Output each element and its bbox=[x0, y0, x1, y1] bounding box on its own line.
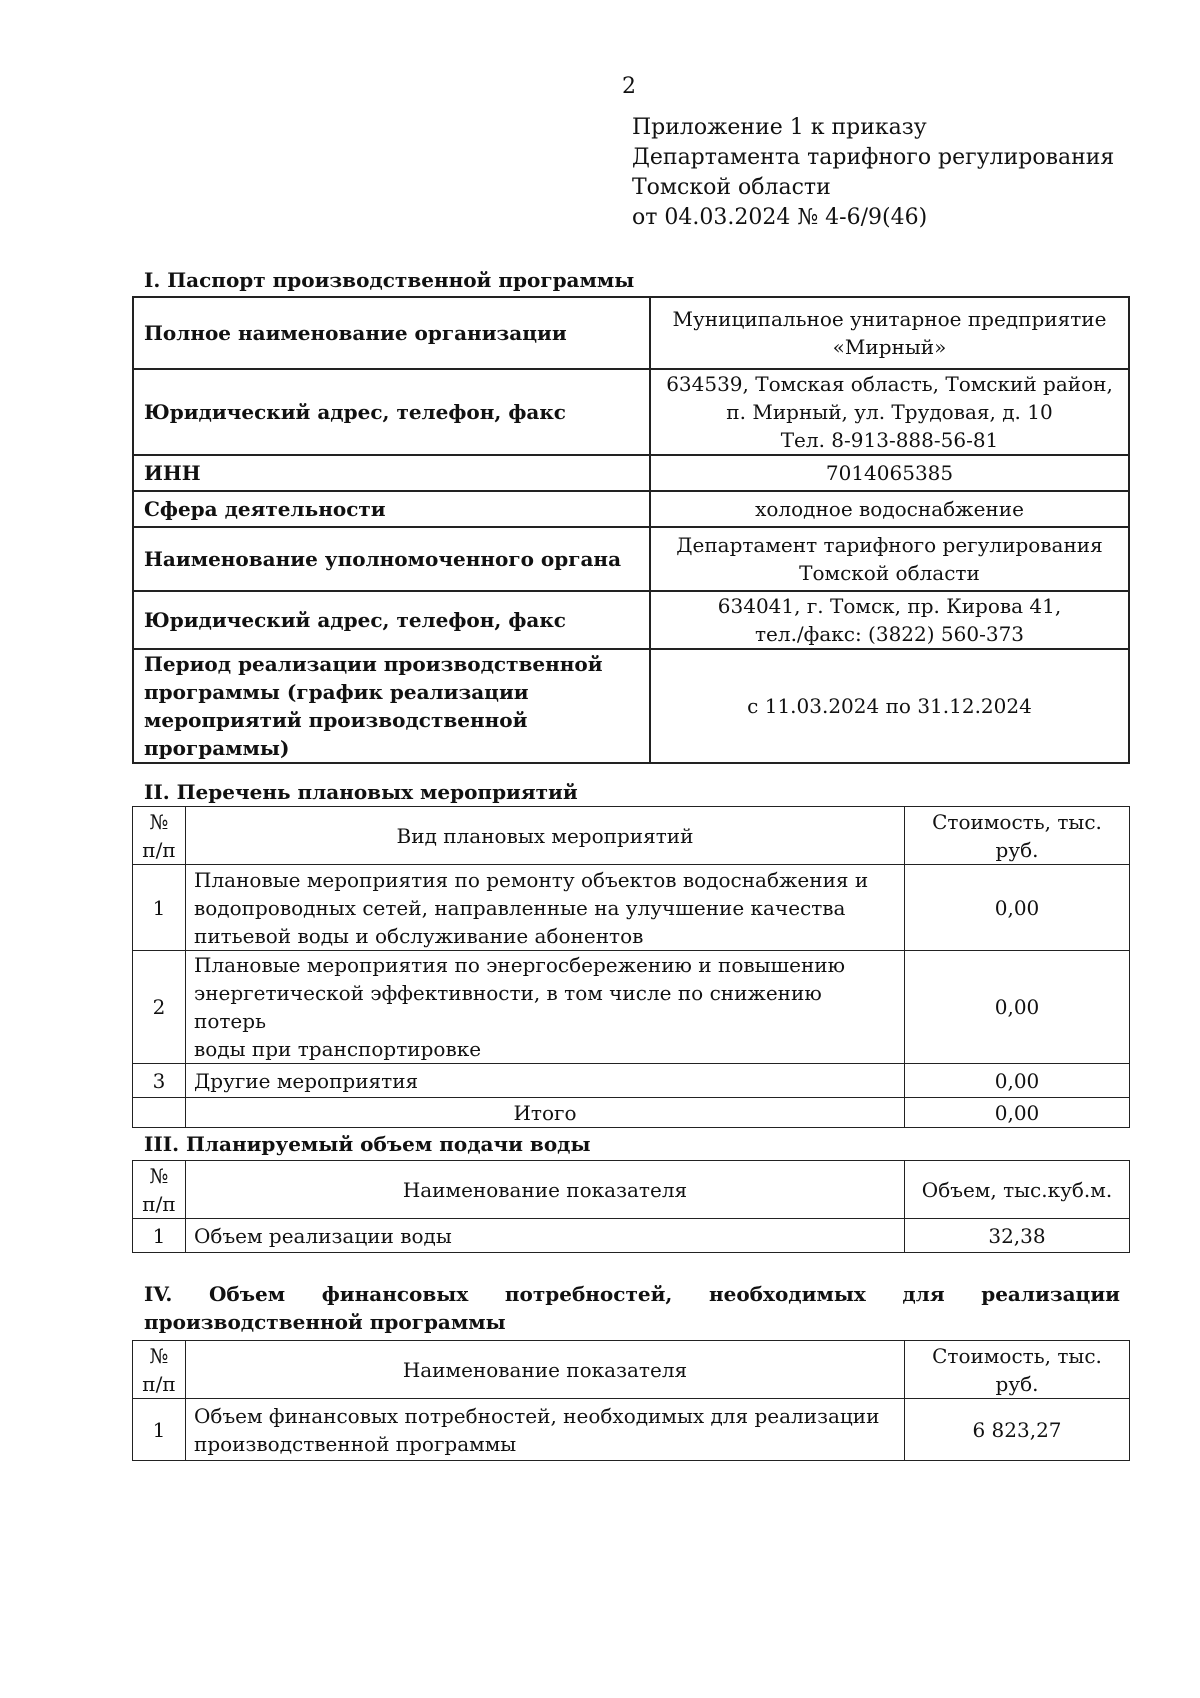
passport-label: Сфера деятельности bbox=[133, 491, 650, 527]
row-name bbox=[186, 1399, 905, 1461]
header-name: Наименование показателя bbox=[186, 1341, 905, 1399]
row-name-line: Плановые мероприятия по энергосбережению и повышению bbox=[194, 953, 846, 977]
section-4-title: IV. Объем финансовых потребностей, необходимых для реализации производственной программы bbox=[144, 1282, 1120, 1334]
value-line: Тел. 8-913-888-56-81 bbox=[780, 428, 999, 452]
passport-label: ИНН bbox=[133, 455, 650, 491]
row-num: 1 bbox=[133, 1219, 186, 1253]
table-row bbox=[133, 297, 1129, 369]
header-num-line: п/п bbox=[142, 1191, 176, 1216]
table-row bbox=[133, 491, 1129, 527]
label-line: мероприятий производственной программы) bbox=[144, 708, 528, 760]
passport-label: Юридический адрес, телефон, факс bbox=[133, 591, 650, 649]
total-row bbox=[133, 1098, 1130, 1128]
section-1-title: I. Паспорт производственной программы bbox=[144, 268, 635, 292]
appendix-header bbox=[632, 113, 1114, 233]
row-cost: 0,00 bbox=[905, 865, 1130, 951]
passport-value bbox=[650, 491, 1129, 527]
row-name-line: энергетической эффективности, в том числе по снижению потерь bbox=[194, 981, 822, 1033]
passport-label: Юридический адрес, телефон, факс bbox=[133, 369, 650, 455]
header-num-line: п/п bbox=[142, 837, 176, 862]
header-num-line: № bbox=[149, 1343, 169, 1368]
section-2-title: II. Перечень плановых мероприятий bbox=[144, 780, 578, 804]
table-row bbox=[133, 649, 1129, 763]
header-cost-line: руб. bbox=[995, 837, 1039, 862]
table-row bbox=[133, 865, 1130, 951]
header-num-line: № bbox=[149, 1163, 169, 1188]
value-line: с 11.03.2024 по 31.12.2024 bbox=[747, 694, 1032, 718]
row-name bbox=[186, 865, 905, 951]
value-line: 634041, г. Томск, пр. Кирова 41, bbox=[717, 594, 1062, 618]
passport-value bbox=[650, 527, 1129, 591]
total-label: Итого bbox=[186, 1098, 905, 1128]
row-name-line: воды при транспортировке bbox=[194, 1037, 482, 1061]
appendix-line: Томской области bbox=[632, 175, 831, 200]
table-row bbox=[133, 1064, 1130, 1098]
passport-table bbox=[132, 296, 1130, 764]
appendix-line: Приложение 1 к приказу bbox=[632, 115, 927, 140]
row-name-line: питьевой воды и обслуживание абонентов bbox=[194, 923, 644, 948]
header-name: Вид плановых мероприятий bbox=[186, 807, 905, 865]
table-header-row bbox=[133, 1341, 1130, 1399]
header-cost-line: Стоимость, тыс. bbox=[932, 1343, 1102, 1368]
value-line: Департамент тарифного регулирования bbox=[676, 533, 1103, 557]
header-cost-line: руб. bbox=[995, 1371, 1039, 1396]
row-name bbox=[186, 1064, 905, 1098]
header-cost bbox=[905, 807, 1130, 865]
row-num: 1 bbox=[133, 1399, 186, 1461]
passport-label: Наименование уполномоченного органа bbox=[133, 527, 650, 591]
table-row bbox=[133, 1399, 1130, 1461]
total-cost: 0,00 bbox=[905, 1098, 1130, 1128]
header-cost-line: Стоимость, тыс. bbox=[932, 809, 1102, 834]
passport-value bbox=[650, 455, 1129, 491]
appendix-line: Департамента тарифного регулирования bbox=[632, 145, 1115, 170]
header-num bbox=[133, 807, 186, 865]
table-row bbox=[133, 455, 1129, 491]
table-row bbox=[133, 951, 1130, 1064]
table-header-row bbox=[133, 807, 1130, 865]
appendix-line: от 04.03.2024 № 4-6/9(46) bbox=[632, 205, 928, 230]
value-line: 7014065385 bbox=[825, 461, 954, 485]
header-name: Наименование показателя bbox=[186, 1161, 905, 1219]
value-line: холодное водоснабжение bbox=[755, 497, 1024, 521]
finance-table bbox=[132, 1340, 1130, 1461]
value-line: «Мирный» bbox=[832, 335, 947, 359]
passport-value bbox=[650, 297, 1129, 369]
header-num-line: п/п bbox=[142, 1371, 176, 1396]
value-line: Муниципальное унитарное предприятие bbox=[672, 307, 1107, 331]
row-name-line: Плановые мероприятия по ремонту объектов водоснабжения и bbox=[194, 867, 869, 892]
row-num: 1 bbox=[133, 865, 186, 951]
table-row bbox=[133, 1219, 1130, 1253]
header-num bbox=[133, 1341, 186, 1399]
row-name-line: водопроводных сетей, направленные на улучшение качества bbox=[194, 895, 846, 920]
row-cost: 0,00 bbox=[905, 951, 1130, 1064]
value-line: Томской области bbox=[799, 561, 980, 585]
table-row bbox=[133, 527, 1129, 591]
header-num bbox=[133, 1161, 186, 1219]
header-value: Объем, тыс.куб.м. bbox=[905, 1161, 1130, 1219]
passport-label bbox=[133, 649, 650, 763]
row-num: 3 bbox=[133, 1064, 186, 1098]
row-cost: 6 823,27 bbox=[905, 1399, 1130, 1461]
passport-value bbox=[650, 649, 1129, 763]
passport-value bbox=[650, 369, 1129, 455]
value-line: тел./факс: (3822) 560-373 bbox=[754, 622, 1025, 646]
row-name-line: Другие мероприятия bbox=[194, 1068, 419, 1093]
table-row bbox=[133, 591, 1129, 649]
table-row bbox=[133, 369, 1129, 455]
label-line: Период реализации производственной bbox=[144, 652, 603, 676]
activities-table bbox=[132, 806, 1130, 1128]
header-num-line: № bbox=[149, 809, 169, 834]
page-number: 2 bbox=[622, 74, 636, 99]
value-line: п. Мирный, ул. Трудовая, д. 10 bbox=[726, 400, 1053, 424]
row-num-empty bbox=[133, 1098, 186, 1128]
table-header-row bbox=[133, 1161, 1130, 1219]
passport-value bbox=[650, 591, 1129, 649]
label-line: программы (график реализации bbox=[144, 680, 529, 704]
header-cost bbox=[905, 1341, 1130, 1399]
row-num: 2 bbox=[133, 951, 186, 1064]
section-3-title: III. Планируемый объем подачи воды bbox=[144, 1132, 591, 1156]
row-name bbox=[186, 951, 905, 1064]
row-value: 32,38 bbox=[905, 1219, 1130, 1253]
row-name-line: Объем финансовых потребностей, необходимых для реализации bbox=[194, 1403, 880, 1428]
passport-label: Полное наименование организации bbox=[133, 297, 650, 369]
row-name-line: производственной программы bbox=[194, 1431, 517, 1456]
volume-table bbox=[132, 1160, 1130, 1253]
value-line: 634539, Томская область, Томский район, bbox=[666, 372, 1113, 396]
row-cost: 0,00 bbox=[905, 1064, 1130, 1098]
row-name: Объем реализации воды bbox=[186, 1219, 905, 1253]
